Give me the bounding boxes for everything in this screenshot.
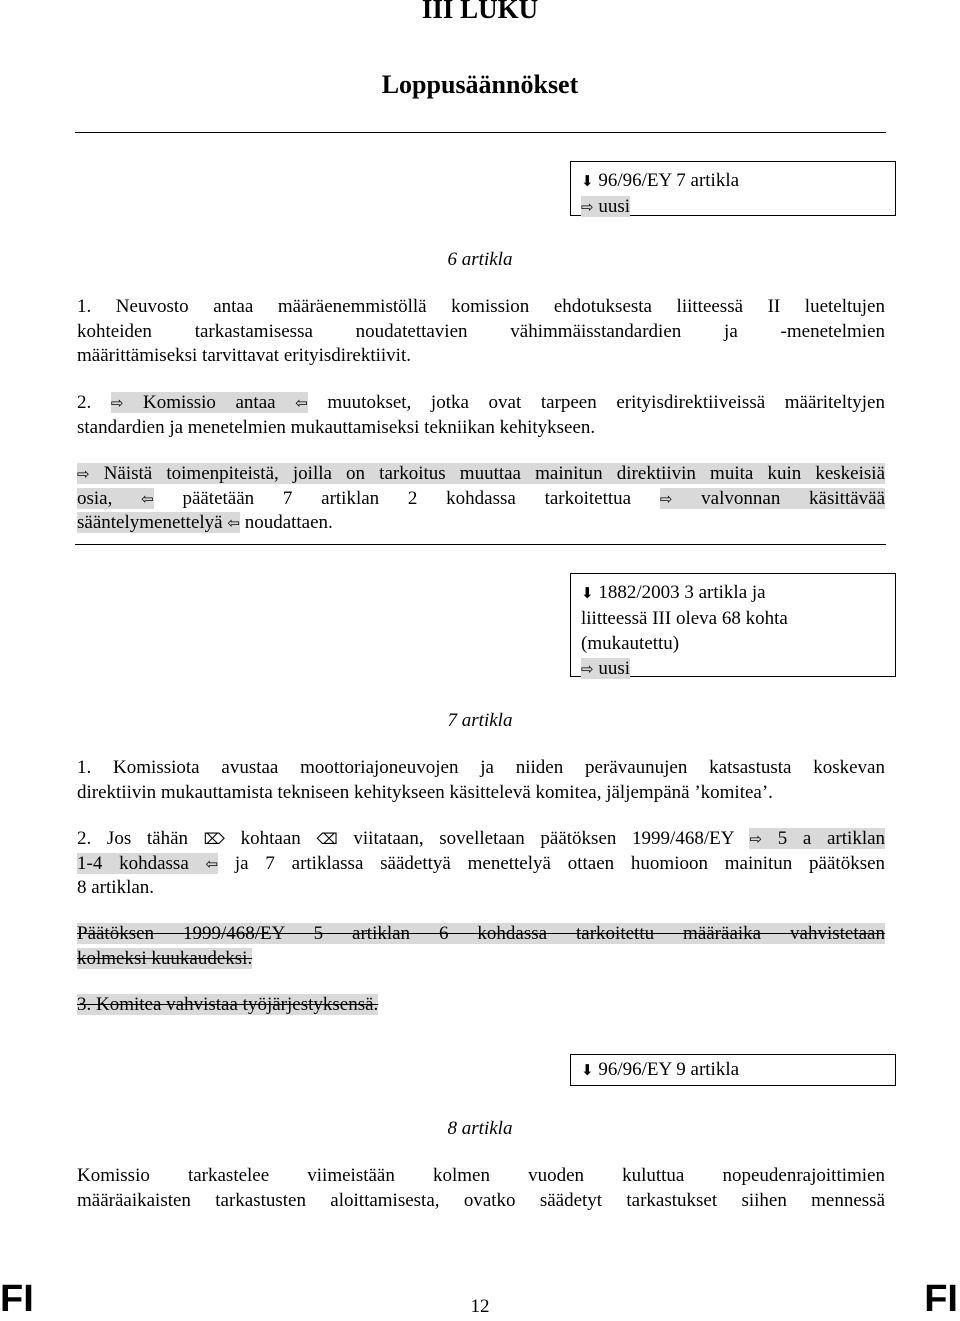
paragraph — [77, 462, 885, 536]
source-reference: 96/96/EY 9 artikla — [598, 1059, 740, 1080]
insert-start-icon: ⇨ — [749, 830, 763, 848]
down-arrow-icon: ⬇ — [581, 584, 594, 602]
insert-start-icon: ⇨ — [110, 394, 124, 412]
source-reference-box — [570, 573, 896, 677]
article-heading: 6 artikla — [447, 249, 513, 270]
paragraph — [77, 827, 885, 901]
text-line: 1. Neuvosto antaa määräenemmistöllä komission ehdotuksesta liitteessä II lueteltujen — [77, 296, 885, 317]
inserted-text: ⇨ Näistä toimenpiteistä, joilla on tarkoitus muuttaa mainitun direktiivin muita kuin keskeisiä — [77, 463, 885, 484]
insert-end-icon: ⇦ — [205, 854, 219, 873]
text-line: määräaikaisten tarkastusten aloittamisesta, ovatko säädetyt tarkastukset siihen mennessä — [77, 1189, 885, 1211]
delete-end-icon: ⌫ — [316, 830, 338, 848]
source-reference: liitteessä III oleva 68 kohta — [581, 608, 788, 629]
text-line: direktiivin mukauttamista tekniseen kehitykseen käsittelevä komitea, jäljempänä ’komitea’. — [77, 781, 773, 803]
text-line: määrittämiseksi tarvittavat erityisdirektiivit. — [77, 345, 411, 366]
text-span: viitataan, sovelletaan päätöksen 1999/468/EY — [353, 828, 734, 849]
inserted-text: ⇨ Komissio antaa ⇦ — [111, 392, 308, 413]
paragraph — [77, 295, 885, 369]
paragraph-number: 2. — [77, 392, 92, 413]
insert-start-icon: ⇨ — [659, 489, 673, 508]
insert-end-icon: ⇦ — [295, 394, 308, 412]
chapter-title: Loppusäännökset — [381, 70, 579, 99]
insert-start-icon: ⇨ — [77, 465, 90, 483]
article-heading: 8 artikla — [447, 1118, 513, 1139]
language-code-right: FI — [924, 1278, 958, 1320]
text-span: 2. Jos tähän — [77, 828, 189, 849]
new-label: uusi — [598, 196, 631, 217]
text-span: päätetään 7 artiklan 2 kohdassa tarkoitettua — [182, 487, 632, 509]
text-span: muutokset, jotka ovat tarpeen erityisdirektiiveissä määriteltyjen — [327, 392, 885, 413]
page-number: 12 — [470, 1296, 490, 1317]
text-span: kohtaan — [240, 828, 301, 849]
source-reference: 1882/2003 3 artikla ja — [598, 582, 766, 603]
paragraph — [77, 391, 885, 440]
insert-start-icon: ⇨ — [581, 198, 594, 216]
text-line: kohteiden tarkastamisessa noudatettavien vähimmäisstandardien ja -menetelmien — [77, 320, 885, 342]
source-reference: (mukautettu) — [581, 633, 680, 654]
delete-start-icon: ⌦ — [203, 830, 225, 848]
paragraph — [77, 756, 885, 805]
down-arrow-icon: ⬇ — [581, 172, 594, 190]
inserted-text: osia, ⇦ — [77, 488, 154, 509]
text-line: 8 artiklan. — [77, 877, 155, 898]
new-label: uusi — [598, 658, 631, 679]
paragraph — [77, 1164, 885, 1213]
text-line: Komissio tarkastelee viimeistään kolmen vuoden kuluttua nopeudenrajoittimien — [77, 1165, 885, 1186]
text-line: standardien ja menetelmien mukauttamiseksi tekniikan kehitykseen. — [77, 416, 596, 438]
deleted-paragraph — [77, 993, 885, 1018]
text-line: 1. Komissiota avustaa moottoriajoneuvojen ja niiden perävaunujen katsastusta koskevan — [77, 757, 885, 778]
text-span: noudattaen. — [244, 512, 333, 533]
inserted-text: sääntelymenettelyä ⇦ — [77, 512, 240, 533]
deleted-text: kolmeksi kuukaudeksi. — [77, 947, 253, 969]
inserted-text: ⇨ 5 a artiklan — [749, 828, 885, 849]
down-arrow-icon: ⬇ — [581, 1061, 594, 1079]
insert-end-icon: ⇦ — [141, 489, 154, 508]
source-reference-box — [570, 161, 896, 216]
deleted-text: Päätöksen 1999/468/EY 5 artiklan 6 kohdassa tarkoitettu määräaika vahvistetaan — [77, 923, 885, 944]
deleted-text: 3. Komitea vahvistaa työjärjestyksensä. — [77, 994, 379, 1015]
inserted-text: 1-4 kohdassa ⇦ — [77, 853, 218, 874]
separator-line — [75, 544, 886, 545]
insert-start-icon: ⇨ — [581, 660, 594, 678]
separator-line — [75, 132, 886, 133]
text-span: ja 7 artiklassa säädettyä menettelyä ottaen huomioon mainitun päätöksen — [234, 852, 886, 874]
deleted-paragraph — [77, 922, 885, 971]
article-heading: 7 artikla — [447, 710, 513, 731]
source-reference: 96/96/EY 7 artikla — [598, 170, 740, 191]
chapter-number: III LUKU — [421, 0, 539, 24]
inserted-text: ⇨ valvonnan käsittävää — [660, 488, 885, 509]
insert-end-icon: ⇦ — [227, 514, 240, 532]
source-reference-box — [570, 1054, 896, 1086]
language-code-left: FI — [0, 1278, 34, 1320]
